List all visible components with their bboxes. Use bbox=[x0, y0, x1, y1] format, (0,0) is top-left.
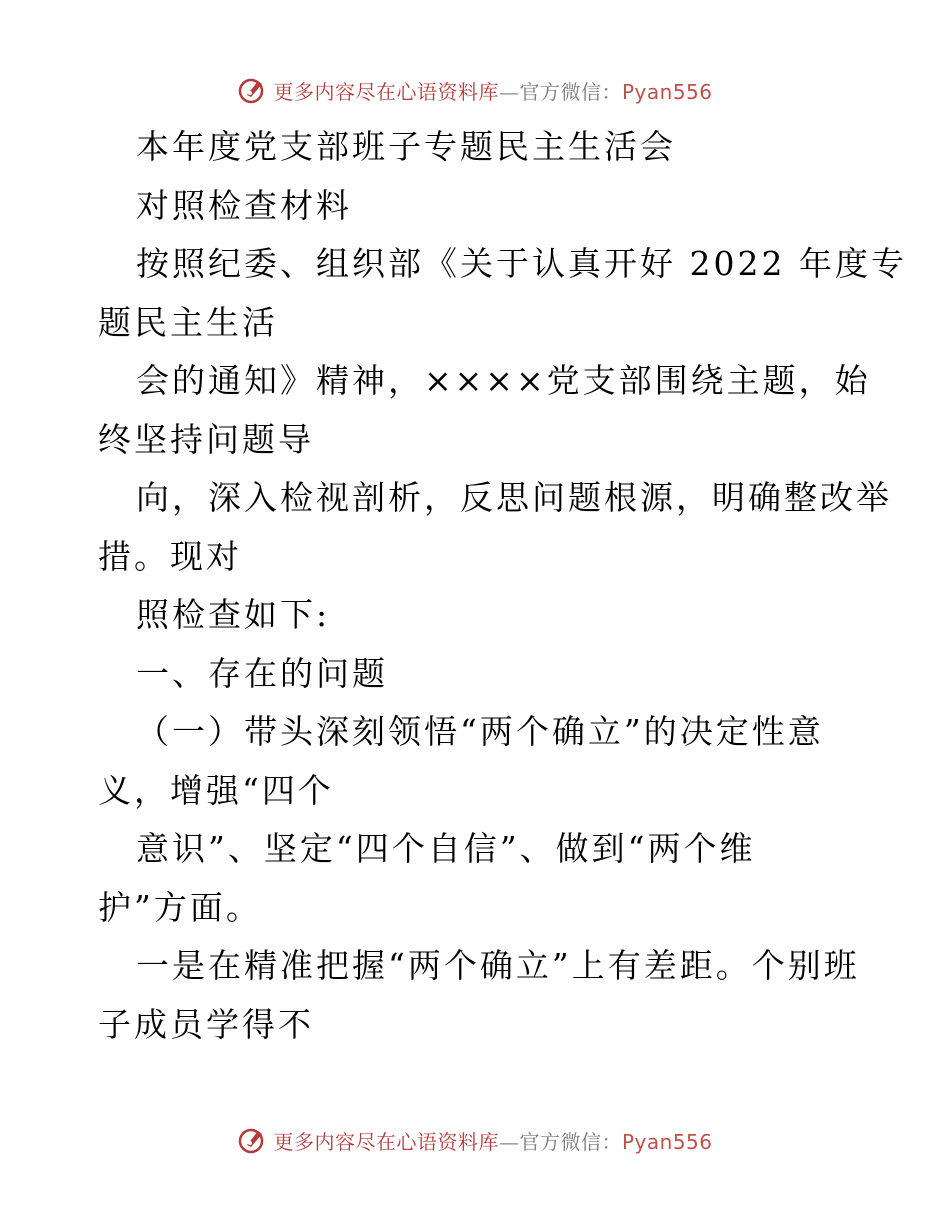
watermark-text: 更多内容尽在心语资料库—官方微信：Pyan556 bbox=[273, 1129, 713, 1154]
doc-paragraph-line: 题民主生活 bbox=[98, 302, 278, 342]
section-heading: 一、存在的问题 bbox=[136, 653, 388, 693]
doc-paragraph-line: 会的通知》精神，××××党支部围绕主题，始 bbox=[136, 361, 871, 400]
subsection-heading-line: 义，增强“四个 bbox=[98, 770, 334, 810]
doc-paragraph-line: 向，深入检视剖析，反思问题根源，明确整改举 bbox=[136, 478, 892, 517]
doc-paragraph-line: 一是在精准把握“两个确立”上有差距。个别班 bbox=[136, 946, 860, 985]
header-watermark bbox=[0, 70, 950, 110]
doc-paragraph-line: 按照纪委、组织部《关于认真开好 2022 年度专 bbox=[136, 244, 907, 283]
pen-nib-circle-logo-icon bbox=[237, 1125, 267, 1155]
footer-watermark bbox=[0, 1120, 950, 1160]
doc-paragraph-line: 照检查如下: bbox=[136, 595, 331, 634]
subsection-heading-line: 意识”、坚定“四个自信”、做到“两个维 bbox=[136, 829, 756, 868]
subsection-heading-line: 护”方面。 bbox=[98, 887, 262, 927]
doc-title-line-2: 对照检查材料 bbox=[136, 185, 352, 225]
doc-paragraph-line: 终坚持问题导 bbox=[98, 419, 314, 459]
subsection-heading-line: （一）带头深刻领悟“两个确立”的决定性意 bbox=[136, 712, 824, 751]
pen-nib-circle-logo-icon bbox=[237, 75, 267, 105]
watermark-text: 更多内容尽在心语资料库—官方微信：Pyan556 bbox=[273, 79, 713, 104]
doc-title-line-1: 本年度党支部班子专题民主生活会 bbox=[136, 127, 676, 166]
doc-paragraph-line: 措。现对 bbox=[98, 536, 242, 576]
document-body bbox=[98, 118, 907, 1054]
doc-paragraph-line: 子成员学得不 bbox=[98, 1004, 314, 1044]
